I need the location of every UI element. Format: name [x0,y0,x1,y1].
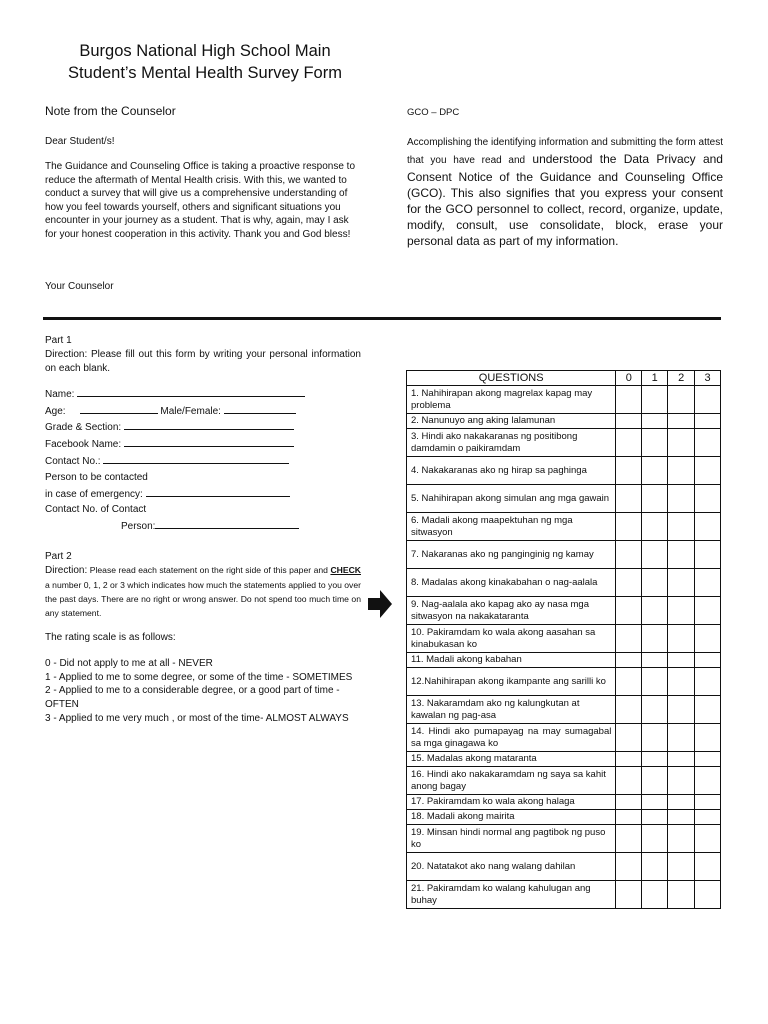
rating-cell-1[interactable] [642,795,668,810]
table-row [407,668,721,696]
rating-cell-0[interactable] [616,853,642,881]
rating-header-1: 1 [642,371,668,386]
facebook-label: Facebook Name: [45,439,122,450]
question-text: 14. Hindi ako pumapayag na may sumagabal sa mga ginagawa ko [407,724,616,752]
question-text: 15. Madalas akong mataranta [407,752,616,767]
question-text: 9. Nag-aalala ako kapag ako ay nasa mga sitwasyon na nakakataranta [407,597,616,625]
rating-cell-0[interactable] [616,767,642,795]
rating-scale-list [45,657,361,726]
rating-cell-0[interactable] [616,881,642,909]
rating-cell-0[interactable] [616,457,642,485]
question-text: 7. Nakaranas ako ng panginginig ng kamay [407,541,616,569]
contact-label: Contact No.: [45,456,101,467]
rating-cell-2[interactable] [668,625,695,653]
rating-cell-3[interactable] [695,625,721,653]
rating-cell-3[interactable] [695,795,721,810]
rating-cell-2[interactable] [668,668,695,696]
rating-cell-2[interactable] [668,513,695,541]
part2-direction-pre: Please read each statement on the right side of this paper and [89,565,328,575]
question-text: 5. Nahihirapan akong simulan ang mga gawain [407,485,616,513]
question-text: 11. Madali akong kabahan [407,653,616,668]
rating-cell-0[interactable] [616,386,642,414]
privacy-heading: GCO – DPC [407,107,460,118]
table-row [407,414,721,429]
sex-label: Male/Female: [160,406,221,417]
table-row [407,457,721,485]
rating-header-3: 3 [695,371,721,386]
rating-cell-2[interactable] [668,429,695,457]
question-text: 8. Madalas akong kinakabahan o nag-aalala [407,569,616,597]
table-row [407,569,721,597]
rating-cell-0[interactable] [616,752,642,767]
rating-cell-3[interactable] [695,810,721,825]
question-text: 6. Madali akong maapektuhan ng mga sitwasyon [407,513,616,541]
privacy-text-small: Accomplishing the identifying information and submitting the form attest that you have read and [407,137,723,166]
rating-header-2: 2 [668,371,695,386]
rating-cell-2[interactable] [668,696,695,724]
table-row [407,825,721,853]
table-row [407,485,721,513]
rating-header-0: 0 [616,371,642,386]
contact-field[interactable] [45,454,289,468]
rating-cell-3[interactable] [695,597,721,625]
emergency-blank[interactable] [146,487,290,497]
rating-cell-0[interactable] [616,513,642,541]
section-divider [43,317,721,320]
rating-cell-0[interactable] [616,597,642,625]
rating-scale-intro: The rating scale is as follows: [45,632,176,643]
rating-cell-3[interactable] [695,485,721,513]
contact-person-field[interactable] [121,519,299,533]
rating-cell-0[interactable] [616,668,642,696]
rating-cell-2[interactable] [668,569,695,597]
rating-cell-2[interactable] [668,653,695,668]
rating-cell-3[interactable] [695,853,721,881]
rating-cell-1[interactable] [642,414,668,429]
question-text: 19. Minsan hindi normal ang pagtibok ng puso ko [407,825,616,853]
age-sex-field[interactable] [45,404,296,418]
table-row [407,767,721,795]
rating-cell-0[interactable] [616,625,642,653]
contact-person-blank[interactable] [155,519,299,529]
rating-cell-1[interactable] [642,825,668,853]
table-header-row [407,371,721,386]
grade-blank[interactable] [124,420,294,430]
rating-cell-0[interactable] [616,485,642,513]
greeting: Dear Student/s! [45,136,115,147]
emergency-person-field[interactable] [45,487,290,501]
question-text: 3. Hindi ako nakakaranas ng positibong damdamin o paikiramdam [407,429,616,457]
rating-cell-1[interactable] [642,597,668,625]
question-text: 2. Nanunuyo ang aking lalamunan [407,414,616,429]
rating-cell-2[interactable] [668,457,695,485]
question-text: 20. Natatakot ako nang walang dahilan [407,853,616,881]
rating-cell-2[interactable] [668,724,695,752]
rating-cell-0[interactable] [616,696,642,724]
facebook-field[interactable] [45,437,294,451]
question-text: 4. Nakakaranas ako ng hirap sa paghinga [407,457,616,485]
rating-cell-3[interactable] [695,767,721,795]
question-text: 16. Hindi ako nakakaramdam ng saya sa kahit anong bagay [407,767,616,795]
rating-cell-1[interactable] [642,386,668,414]
age-label: Age: [45,406,66,417]
rating-cell-1[interactable] [642,653,668,668]
rating-cell-3[interactable] [695,724,721,752]
table-row [407,513,721,541]
rating-cell-1[interactable] [642,752,668,767]
rating-cell-2[interactable] [668,881,695,909]
table-row [407,696,721,724]
table-row [407,597,721,625]
rating-cell-0[interactable] [616,810,642,825]
question-text: 1. Nahihirapan akong magrelax kapag may problema [407,386,616,414]
rating-cell-3[interactable] [695,881,721,909]
rating-cell-2[interactable] [668,752,695,767]
table-row [407,795,721,810]
rating-cell-2[interactable] [668,810,695,825]
rating-cell-1[interactable] [642,724,668,752]
rating-cell-1[interactable] [642,541,668,569]
part2-direction [45,563,361,620]
form-title: Student’s Mental Health Survey Form [68,64,342,82]
rating-cell-0[interactable] [616,569,642,597]
rating-cell-1[interactable] [642,853,668,881]
facebook-blank[interactable] [124,437,294,447]
rating-scale-item: 3 - Applied to me very much , or most of the time- ALMOST ALWAYS [45,712,349,724]
questions-table [406,370,721,909]
grade-section-field[interactable] [45,420,294,434]
sex-blank[interactable] [224,404,296,414]
rating-cell-2[interactable] [668,386,695,414]
rating-cell-2[interactable] [668,767,695,795]
rating-cell-2[interactable] [668,414,695,429]
contact-blank[interactable] [103,454,289,464]
counselor-signoff: Your Counselor [45,281,114,292]
rating-cell-2[interactable] [668,485,695,513]
rating-cell-2[interactable] [668,795,695,810]
table-row [407,724,721,752]
table-row [407,752,721,767]
rating-cell-2[interactable] [668,541,695,569]
rating-scale-item: 1 - Applied to me to some degree, or some of the time - SOMETIMES [45,671,353,683]
rating-cell-3[interactable] [695,653,721,668]
question-text: 10. Pakiramdam ko wala akong aasahan sa kinabukasan ko [407,625,616,653]
question-text: 18. Madali akong mairita [407,810,616,825]
rating-cell-3[interactable] [695,668,721,696]
rating-cell-0[interactable] [616,825,642,853]
rating-cell-2[interactable] [668,853,695,881]
rating-cell-1[interactable] [642,457,668,485]
rating-cell-1[interactable] [642,569,668,597]
rating-cell-1[interactable] [642,881,668,909]
rating-cell-1[interactable] [642,485,668,513]
part2-direction-label: Direction: [45,565,88,576]
rating-cell-3[interactable] [695,513,721,541]
questions-header: QUESTIONS [407,371,616,386]
question-text: 12.Nahihirapan akong ikampante ang sarilli ko [407,668,616,696]
rating-cell-0[interactable] [616,653,642,668]
rating-cell-1[interactable] [642,668,668,696]
contact-person-label: Contact No. of Contact [45,504,147,515]
name-field[interactable] [45,387,305,401]
age-blank[interactable] [80,404,158,414]
name-label: Name: [45,389,75,400]
rating-cell-3[interactable] [695,386,721,414]
table-row [407,653,721,668]
right-arrow-icon [367,589,393,619]
rating-cell-0[interactable] [616,414,642,429]
rating-cell-3[interactable] [695,457,721,485]
table-row [407,881,721,909]
rating-cell-2[interactable] [668,597,695,625]
rating-cell-3[interactable] [695,696,721,724]
rating-cell-0[interactable] [616,795,642,810]
question-text: 17. Pakiramdam ko wala akong halaga [407,795,616,810]
grade-label: Grade & Section: [45,422,122,433]
rating-cell-1[interactable] [642,696,668,724]
part1-heading: Part 1 [45,335,72,346]
rating-cell-0[interactable] [616,724,642,752]
contact-person-label-2: Person: [121,521,156,532]
rating-cell-3[interactable] [695,414,721,429]
table-row [407,541,721,569]
rating-cell-3[interactable] [695,752,721,767]
rating-cell-1[interactable] [642,767,668,795]
privacy-text-large: understood the Data Privacy and Consent Notice of the Guidance and Counseling Office (GCO). This also signifies that you express your consent for the GCO personnel to collect, record, organize, update, modify, consult, use consolidate, block, erase your personal data as part of my information. [407,152,723,248]
counselor-note-body: The Guidance and Counseling Office is taking a proactive response to reduce the aftermath of Mental Health crisis. With this, we wanted to conduct a survey that will give us a comprehensive understanding of how you feel towards yourself, others and significant situations you encounter in your journey as a student. That is why, again, may I ask for your honest cooperation in this activity. Thank you and God bless! [45,161,355,240]
part1-direction: Direction: Please fill out this form by writing your personal information on each blank. [45,349,361,374]
table-row [407,429,721,457]
rating-cell-1[interactable] [642,625,668,653]
rating-cell-0[interactable] [616,541,642,569]
name-blank[interactable] [77,387,305,397]
rating-cell-3[interactable] [695,825,721,853]
question-text: 21. Pakiramdam ko walang kahulugan ang buhay [407,881,616,909]
rating-cell-3[interactable] [695,429,721,457]
rating-cell-1[interactable] [642,513,668,541]
emergency-person-label: Person to be contacted [45,472,148,483]
check-keyword: CHECK [330,565,361,575]
school-name: Burgos National High School Main [79,42,331,60]
table-row [407,810,721,825]
part2-direction-post: a number 0, 1, 2 or 3 which indicates how much the statements applied to you over the past days. There are no right or wrong answer. Do not spend too much time on any statement. [45,580,361,618]
question-text: 13. Nakaramdam ako ng kalungkutan at kawalan ng pag-asa [407,696,616,724]
emergency-label: in case of emergency: [45,489,143,500]
rating-cell-2[interactable] [668,825,695,853]
rating-cell-3[interactable] [695,569,721,597]
rating-scale-item: 0 - Did not apply to me at all - NEVER [45,658,213,669]
table-row [407,625,721,653]
rating-cell-3[interactable] [695,541,721,569]
privacy-notice [407,133,723,249]
table-row [407,386,721,414]
rating-cell-1[interactable] [642,810,668,825]
part2-heading: Part 2 [45,551,72,562]
counselor-note-heading: Note from the Counselor [45,104,176,118]
rating-scale-item: 2 - Applied to me to a considerable degree, or a good part of time - OFTEN [45,685,340,711]
table-row [407,853,721,881]
rating-cell-1[interactable] [642,429,668,457]
rating-cell-0[interactable] [616,429,642,457]
